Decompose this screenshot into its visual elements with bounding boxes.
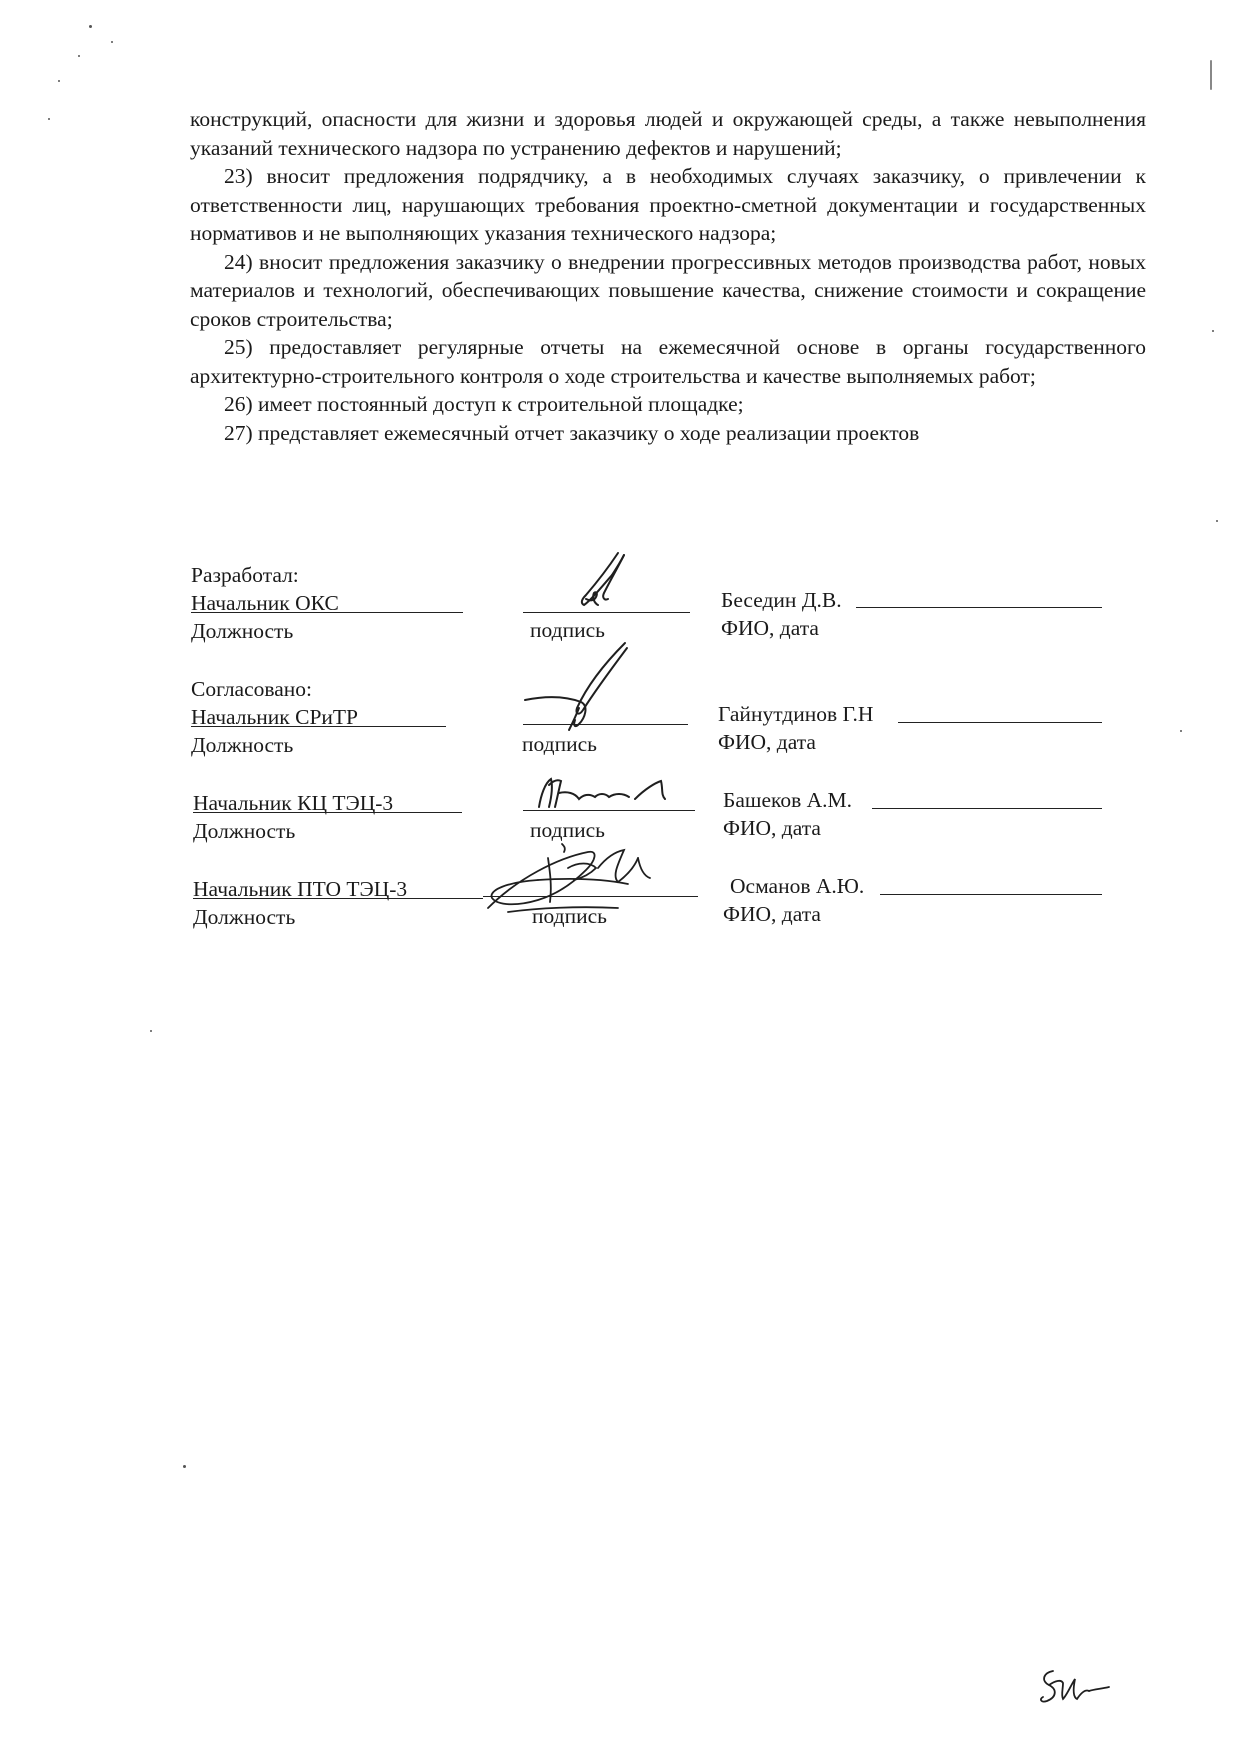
signature-besedin [560, 545, 670, 625]
scan-speck [1180, 730, 1182, 732]
scan-speck [150, 1030, 152, 1032]
position-caption-4: Должность [193, 905, 296, 929]
position-oks: Начальник ОКС [191, 591, 339, 615]
name-osmanov: Османов А.Ю. [730, 874, 865, 898]
name-line-2 [898, 722, 1102, 723]
name-caption-3: ФИО, дата [723, 816, 821, 840]
signature-caption-2: подпись [522, 732, 597, 756]
position-pto-tec3: Начальник ПТО ТЭЦ-3 [193, 877, 408, 901]
name-caption-1: ФИО, дата [721, 616, 819, 640]
scan-speck [1212, 330, 1214, 332]
signature-caption-3: подпись [530, 818, 605, 842]
scan-speck [78, 55, 80, 57]
position-line-4 [193, 898, 483, 899]
paragraph-item-26: 26) имеет постоянный доступ к строительной площадке; [224, 392, 744, 416]
paragraph-item-25: 25) предоставляет регулярные отчеты на ежемесячной основе в органы государственного архитектурно-строительного контроля о ходе строительства и качестве выполняемых работ; [190, 335, 1146, 388]
position-line-2 [191, 726, 446, 727]
name-bashekov: Башеков А.М. [723, 788, 853, 812]
agreed-label: Согласовано: [191, 677, 313, 701]
position-kc-tec3: Начальник КЦ ТЭЦ-3 [193, 791, 394, 815]
paragraph-continuation: конструкций, опасности для жизни и здоровья людей и окружающей среды, а также невыполнения указаний технического надзора по устранению дефектов и нарушений; [190, 107, 1146, 160]
scan-speck [111, 41, 113, 43]
scan-edge-mark [1210, 60, 1212, 90]
name-gainutdinov: Гайнутдинов Г.Н [718, 702, 874, 726]
scan-speck [183, 1465, 186, 1468]
name-line-1 [856, 607, 1102, 608]
developed-label: Разработал: [191, 563, 299, 587]
position-caption-1: Должность [191, 619, 294, 643]
name-caption-2: ФИО, дата [718, 730, 816, 754]
body-text [190, 105, 1146, 447]
scan-speck [58, 80, 60, 82]
name-line-3 [872, 808, 1102, 809]
scan-speck [48, 118, 50, 120]
position-caption-3: Должность [193, 819, 296, 843]
scan-speck [1216, 520, 1218, 522]
position-line-3 [193, 812, 462, 813]
name-caption-4: ФИО, дата [723, 902, 821, 926]
position-caption-2: Должность [191, 733, 294, 757]
signature-osmanov [478, 838, 678, 918]
scan-speck [89, 25, 92, 28]
position-sritr: Начальник СРиТР [191, 705, 359, 729]
signature-caption-4: подпись [532, 904, 607, 928]
name-line-4 [880, 894, 1102, 895]
name-besedin: Беседин Д.В. [721, 588, 842, 612]
paragraph-item-23: 23) вносит предложения подрядчику, а в необходимых случаях заказчику, о привлечении к ответственности лиц, нарушающих требования проектно-сметной документации и государственных нормативов и не выполняющих указания технического надзора; [190, 164, 1146, 245]
initials-bottom [1035, 1665, 1115, 1707]
paragraph-item-24: 24) вносит предложения заказчику о внедрении прогрессивных методов производства работ, новых материалов и технологий, обеспечивающих повышение качества, снижение стоимости и сокращение сроков строительства; [190, 249, 1146, 331]
position-line-1 [191, 612, 463, 613]
paragraph-item-27: 27) представляет ежемесячный отчет заказчику о ходе реализации проектов [224, 420, 920, 445]
signature-gainutdinov [525, 638, 645, 733]
signature-bashekov [535, 773, 675, 813]
signature-caption-1: подпись [530, 618, 605, 642]
